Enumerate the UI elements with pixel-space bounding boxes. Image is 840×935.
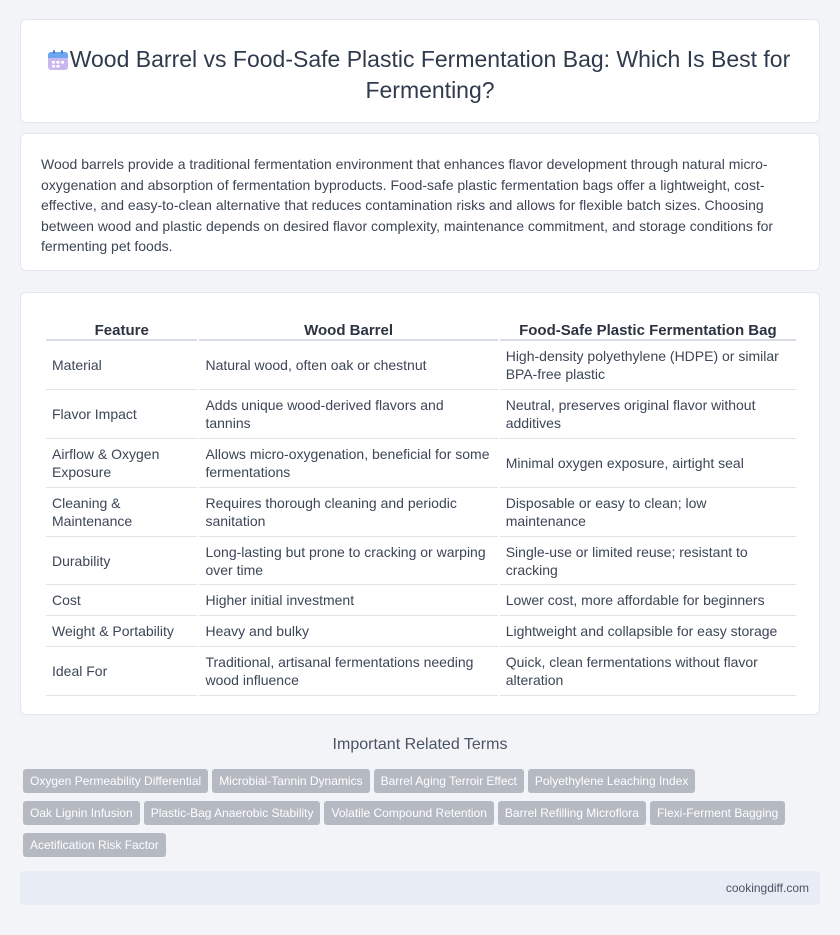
- related-term-tag[interactable]: Polyethylene Leaching Index: [528, 769, 695, 793]
- related-term-tag[interactable]: Plastic-Bag Anaerobic Stability: [144, 801, 321, 825]
- feature-cell: Cleaning & Maintenance: [46, 488, 197, 537]
- wood-barrel-cell: Natural wood, often oak or chestnut: [199, 341, 497, 390]
- wood-barrel-cell: Higher initial investment: [199, 585, 497, 616]
- table-row: [46, 585, 796, 616]
- footer-site-link[interactable]: cookingdiff.com: [725, 881, 809, 895]
- wood-barrel-cell: Long-lasting but prone to cracking or warping over time: [199, 537, 497, 585]
- wood-barrel-cell: Traditional, artisanal fermentations needing wood influence: [199, 647, 497, 696]
- table-row: [46, 488, 796, 537]
- intro-paragraph: Wood barrels provide a traditional fermentation environment that enhances flavor development through natural micro-oxygenation and absorption of fermentation byproducts. Food-safe plastic fermentation bags offer a lightweight, cost-effective, and easy-to-clean alternative that reduces contamination risks and allows for flexible batch sizes. Choosing between wood and plastic depends on desired flavor complexity, maintenance commitment, and storage conditions for fermenting pet foods.: [41, 156, 774, 255]
- related-terms-heading: Important Related Terms: [332, 736, 508, 753]
- related-term-tag[interactable]: Oxygen Permeability Differential: [23, 769, 208, 793]
- wood-barrel-cell: Allows micro-oxygenation, beneficial for some fermentations: [199, 439, 497, 488]
- plastic-bag-cell: Single-use or limited reuse; resistant to cracking: [500, 537, 796, 585]
- plastic-bag-cell: Lightweight and collapsible for easy storage: [500, 616, 796, 647]
- header-wood-barrel: Wood Barrel: [199, 313, 497, 341]
- related-term-tag[interactable]: Acetification Risk Factor: [23, 833, 166, 857]
- wood-barrel-cell: Adds unique wood-derived flavors and tannins: [199, 390, 497, 439]
- table-row: [46, 537, 796, 585]
- plastic-bag-cell: Disposable or easy to clean; low maintenance: [500, 488, 796, 537]
- related-term-tag[interactable]: Microbial-Tannin Dynamics: [212, 769, 369, 793]
- feature-cell: Durability: [46, 537, 197, 585]
- comparison-table-card: [20, 292, 820, 715]
- feature-cell: Ideal For: [46, 647, 197, 696]
- feature-cell: Airflow & Oxygen Exposure: [46, 439, 197, 488]
- header-card: [20, 19, 820, 123]
- related-term-tag[interactable]: Barrel Refilling Microflora: [498, 801, 646, 825]
- related-term-tag[interactable]: Volatile Compound Retention: [324, 801, 493, 825]
- plastic-bag-cell: Quick, clean fermentations without flavor alteration: [500, 647, 796, 696]
- footer: [20, 871, 820, 905]
- wood-barrel-cell: Requires thorough cleaning and periodic sanitation: [199, 488, 497, 537]
- table-row: [46, 390, 796, 439]
- header-feature: Feature: [46, 313, 197, 341]
- plastic-bag-cell: Lower cost, more affordable for beginners: [500, 585, 796, 616]
- table-row: [46, 616, 796, 647]
- table-row: [46, 439, 796, 488]
- header-plastic-bag: Food-Safe Plastic Fermentation Bag: [500, 313, 796, 341]
- comparison-table: [44, 313, 798, 696]
- table-row: [46, 647, 796, 696]
- related-term-tag[interactable]: Flexi-Ferment Bagging: [650, 801, 785, 825]
- related-term-tag[interactable]: Barrel Aging Terroir Effect: [374, 769, 524, 793]
- wood-barrel-cell: Heavy and bulky: [199, 616, 497, 647]
- feature-cell: Weight & Portability: [46, 616, 197, 647]
- intro-card: [20, 133, 820, 271]
- plastic-bag-cell: High-density polyethylene (HDPE) or similar BPA-free plastic: [500, 341, 796, 390]
- related-terms-list: [23, 769, 813, 865]
- table-row: [46, 341, 796, 390]
- plastic-bag-cell: Neutral, preserves original flavor without additives: [500, 390, 796, 439]
- table-header-row: [46, 313, 796, 341]
- feature-cell: Flavor Impact: [46, 390, 197, 439]
- feature-cell: Material: [46, 341, 197, 390]
- page-title: Wood Barrel vs Food-Safe Plastic Fermentation Bag: Which Is Best for Fermenting?: [69, 46, 791, 103]
- related-term-tag[interactable]: Oak Lignin Infusion: [23, 801, 140, 825]
- feature-cell: Cost: [46, 585, 197, 616]
- plastic-bag-cell: Minimal oxygen exposure, airtight seal: [500, 439, 796, 488]
